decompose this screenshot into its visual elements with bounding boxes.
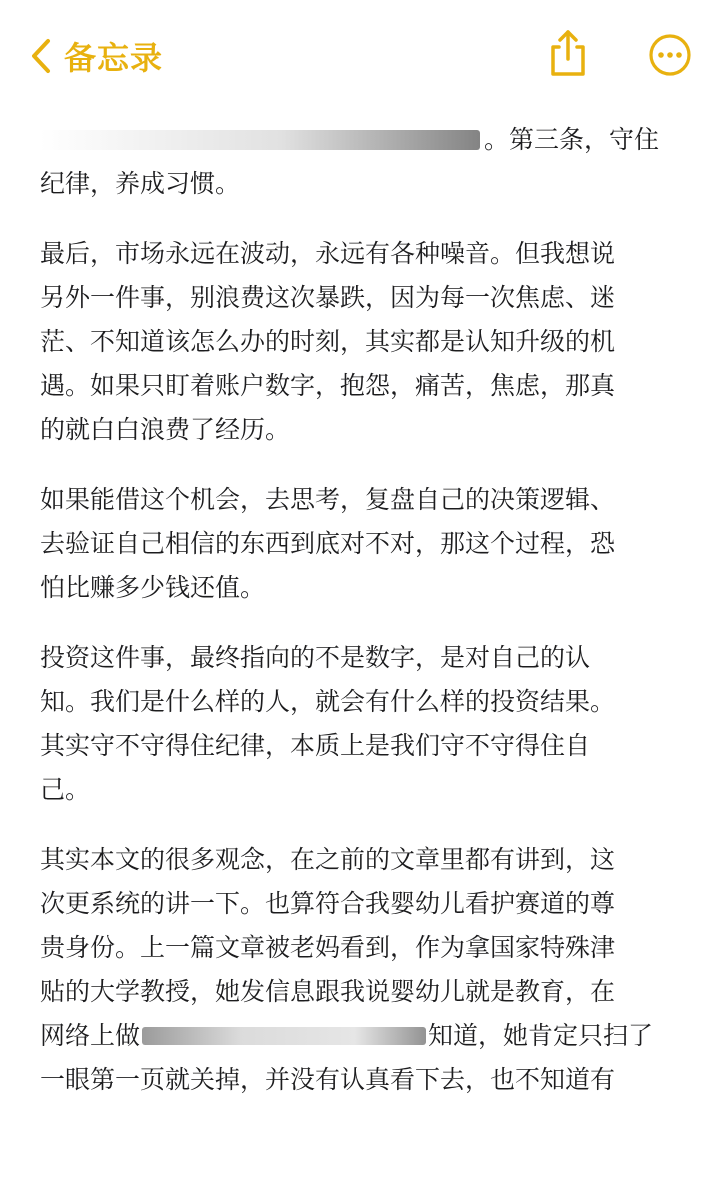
note-line: 纪律，养成习惯。 [40,169,241,198]
note-line: 贴的大学教授，她发信息跟我说婴幼儿就是教育，在 [40,977,616,1006]
back-label: 备忘录 [64,39,164,77]
note-line-text: 知道，她肯定只扫了 [428,1021,654,1050]
redacted-blur [142,1027,426,1045]
note-line: 贵身份。上一篇文章被老妈看到，作为拿国家特殊津 [40,933,616,962]
note-line: 次更系统的讲一下。也算符合我婴幼儿看护赛道的尊 [40,889,616,918]
note-line-text: 网络上做 [40,1021,141,1050]
note-line: 怕比赚多少钱还值。 [40,573,266,602]
note-line: 其实守不守得住纪律，本质上是我们守不守得住自 [40,731,591,760]
note-paragraph-3 [40,478,686,610]
note-line: 知。我们是什么样的人，就会有什么样的投资结果。 [40,687,616,716]
note-line: 的就白白浪费了经历。 [40,415,291,444]
note-body[interactable] [40,118,686,1188]
note-line: 如果能借这个机会，去思考，复盘自己的决策逻辑、 [40,485,616,514]
note-line: 茫、不知道该怎么办的时刻，其实都是认知升级的机 [40,327,616,356]
back-button[interactable] [28,34,163,78]
note-line: 一眼第一页就关掉，并没有认真看下去，也不知道有 [40,1065,616,1094]
chevron-left-icon [28,36,54,76]
note-paragraph-5 [40,838,686,1102]
note-line [40,1014,686,1058]
redacted-blur [40,130,480,150]
note-line: 投资这件事，最终指向的不是数字，是对自己的认 [40,643,591,672]
note-paragraph-4 [40,636,686,812]
note-line: 其实本文的很多观念，在之前的文章里都有讲到，这 [40,845,616,874]
share-icon[interactable] [546,28,590,78]
note-line: 另外一件事，别浪费这次暴跌，因为每一次焦虑、迷 [40,283,616,312]
note-line-text: 。第三条，守住 [484,125,660,154]
note-paragraph-1 [40,118,686,206]
more-icon[interactable] [648,33,692,77]
note-line: 去验证自己相信的东西到底对不对，那这个过程，恐 [40,529,616,558]
note-line: 己。 [40,775,91,804]
note-line: 最后，市场永远在波动，永远有各种噪音。但我想说 [40,239,616,268]
navigation-bar [0,0,720,110]
note-line [40,118,686,162]
note-line: 遇。如果只盯着账户数字，抱怨，痛苦，焦虑，那真 [40,371,616,400]
note-paragraph-2 [40,232,686,452]
